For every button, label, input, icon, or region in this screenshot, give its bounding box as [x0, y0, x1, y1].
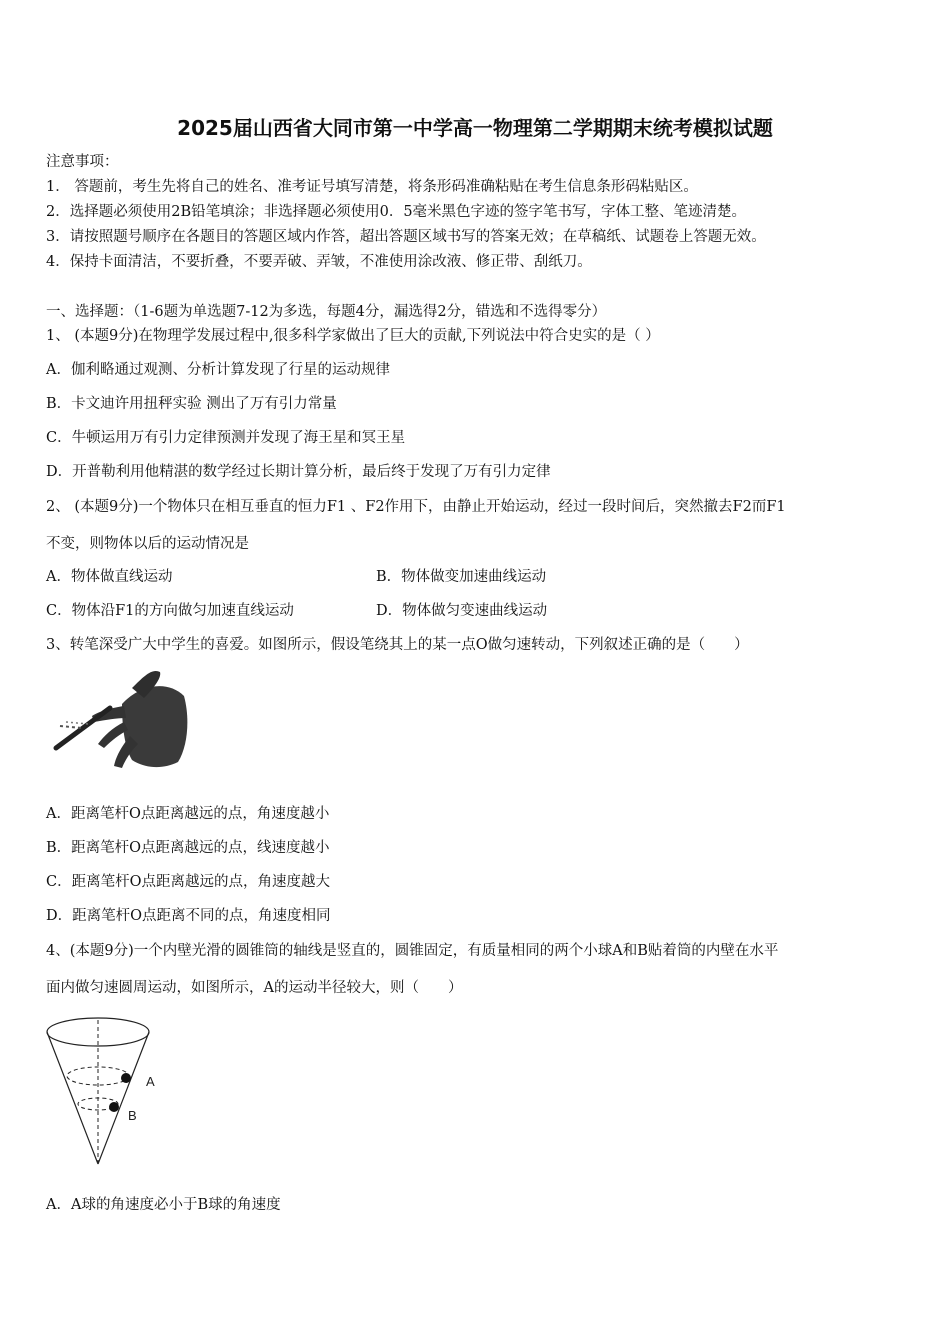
notice-item: 1． 答题前，考生先将自己的姓名、准考证号填写清楚，将条形码准确粘贴在考生信息条形码粘贴区。: [46, 179, 698, 195]
pen-motion-lines: [60, 726, 82, 728]
ball-b: [109, 1102, 119, 1112]
question-3-option-d: D．距离笔杆O点距离不同的点，角速度相同: [46, 908, 331, 924]
question-1-stem: 1、 (本题9分)在物理学发展过程中,很多科学家做出了巨大的贡献,下列说法中符合史实的是（ ）: [46, 328, 660, 344]
question-2-option-b: B．物体做变加速曲线运动: [376, 569, 547, 585]
question-1-option-c: C．牛顿运用万有引力定律预测并发现了海王星和冥王星: [46, 430, 406, 446]
pen-spinning-hand-figure: [52, 666, 188, 778]
question-3-option-b: B．距离笔杆O点距离越远的点，线速度越小: [46, 840, 330, 856]
question-4-option-a: A．A球的角速度必小于B球的角速度: [46, 1197, 281, 1213]
question-1-option-b: B．卡文迪许用扭秤实验 测出了万有引力常量: [46, 396, 337, 412]
question-2-option-a: A．物体做直线运动: [46, 569, 173, 585]
question-2-option-d: D．物体做匀变速曲线运动: [376, 603, 548, 619]
question-4-stem: 4、(本题9分)一个内壁光滑的圆锥筒的轴线是竖直的，圆锥固定，有质量相同的两个小球A和B贴着筒的内壁在水平: [46, 943, 779, 959]
notice-heading: 注意事项：: [46, 154, 119, 170]
hand-finger: [98, 722, 128, 748]
cone-diagram: [42, 1012, 172, 1168]
question-2-option-c: C．物体沿F1的方向做匀加速直线运动: [46, 603, 294, 619]
label-b: B: [128, 1108, 137, 1123]
question-2-stem-cont: 不变，则物体以后的运动情况是: [46, 536, 249, 552]
page-title: 2025届山西省大同市第一中学高一物理第二学期期末统考模拟试题: [177, 116, 773, 140]
question-2-stem: 2、 (本题9分)一个物体只在相互垂直的恒力F1 、F2作用下，由静止开始运动，经过一段时间后，突然撤去F2而F1: [46, 499, 786, 515]
question-4-stem-cont: 面内做匀速圆周运动，如图所示，A的运动半径较大，则（ ）: [46, 980, 463, 996]
notice-item: 2．选择题必须使用2B铅笔填涂；非选择题必须使用0．5毫米黑色字迹的签字笔书写，字体工整、笔迹清楚。: [46, 204, 747, 220]
question-3-option-c: C．距离笔杆O点距离越远的点，角速度越大: [46, 874, 330, 890]
question-1-option-d: D．开普勒利用他精湛的数学经过长期计算分析，最后终于发现了万有引力定律: [46, 464, 551, 480]
notice-item: 3．请按照题号顺序在各题目的答题区域内作答，超出答题区域书写的答案无效；在草稿纸、试题卷上答题无效。: [46, 229, 766, 245]
hand-palm: [122, 686, 187, 767]
question-3-stem: 3、转笔深受广大中学生的喜爱。如图所示，假设笔绕其上的某一点O做匀速转动，下列叙述正确的是（ ）: [46, 637, 749, 653]
section-heading: 一、选择题：（1-6题为单选题7-12为多选，每题4分，漏选得2分，错选和不选得零分）: [46, 304, 607, 320]
notice-item: 4．保持卡面清洁，不要折叠，不要弄破、弄皱，不准使用涂改液、修正带、刮纸刀。: [46, 254, 592, 270]
ball-a: [121, 1073, 131, 1083]
question-3-option-a: A．距离笔杆O点距离越远的点，角速度越小: [46, 806, 330, 822]
label-a: A: [146, 1074, 155, 1089]
question-1-option-a: A．伽利略通过观测、分析计算发现了行星的运动规律: [46, 362, 390, 378]
